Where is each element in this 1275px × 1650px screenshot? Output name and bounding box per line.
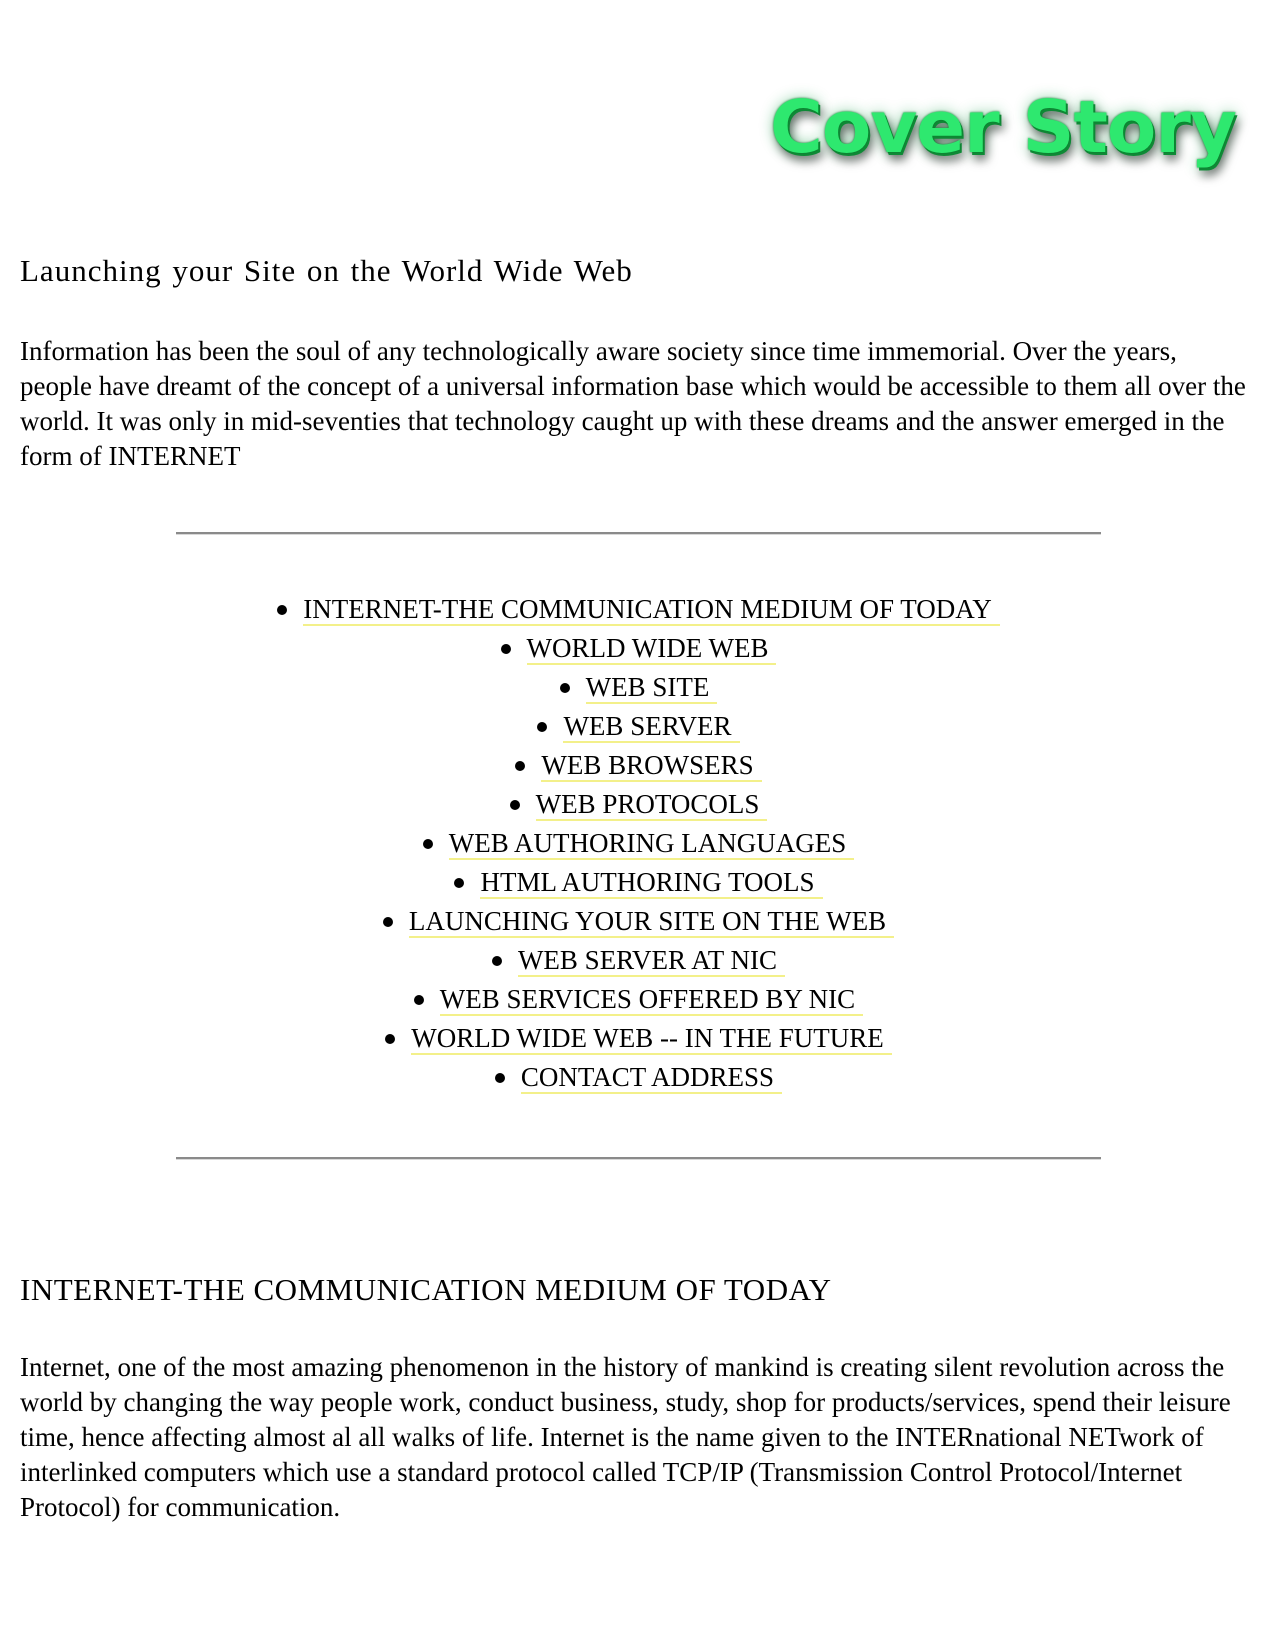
bullet-icon [414,995,424,1005]
section-heading: INTERNET-THE COMMUNICATION MEDIUM OF TODAY [20,1272,832,1307]
toc-item [176,824,1101,863]
toc-link-html-authoring-tools[interactable]: HTML AUTHORING TOOLS [480,867,822,899]
toc-link-launching-your-site[interactable]: LAUNCHING YOUR SITE ON THE WEB [409,906,894,938]
page-title: Launching your Site on the World Wide Web [20,253,633,288]
toc-item [176,863,1101,902]
intro-paragraph: Information has been the soul of any technologically aware society since time immemorial. Over the years, people have dreamt of the concept of a universal information base which would be accessible to them all over the world. It was only in mid-seventies that technology caught up with these dreams and the answer emerged in the form of INTERNET [20,336,1246,471]
toc-link-web-authoring-languages[interactable]: WEB AUTHORING LANGUAGES [449,828,854,860]
bullet-icon [501,644,511,654]
toc-link-web-server-at-nic[interactable]: WEB SERVER AT NIC [518,945,785,977]
divider-bottom [176,1157,1101,1160]
toc-item [176,1058,1101,1097]
toc-item [176,746,1101,785]
toc-item [176,902,1101,941]
toc-item [176,668,1101,707]
toc-link-www-future[interactable]: WORLD WIDE WEB -- IN THE FUTURE [411,1023,891,1055]
toc-item [176,707,1101,746]
bullet-icon [277,605,287,615]
toc-link-web-protocols[interactable]: WEB PROTOCOLS [536,789,768,821]
toc-link-web-server[interactable]: WEB SERVER [563,711,739,743]
bullet-icon [383,917,393,927]
divider-top [176,532,1101,535]
cover-story-logo [770,72,1250,182]
toc-item [176,590,1101,629]
toc-item [176,629,1101,668]
bullet-icon [423,839,433,849]
toc-link-contact-address[interactable]: CONTACT ADDRESS [521,1062,782,1094]
toc-link-web-browsers[interactable]: WEB BROWSERS [541,750,761,782]
bullet-icon [510,800,520,810]
toc-link-world-wide-web[interactable]: WORLD WIDE WEB [527,633,777,665]
bullet-icon [495,1073,505,1083]
bullet-icon [515,761,525,771]
bullet-icon [492,956,502,966]
toc-item [176,785,1101,824]
toc-link-web-services-nic[interactable]: WEB SERVICES OFFERED BY NIC [440,984,863,1016]
table-of-contents [176,590,1101,1097]
toc-item [176,1019,1101,1058]
toc-link-internet-communication-medium[interactable]: INTERNET-THE COMMUNICATION MEDIUM OF TODAY [303,594,1000,626]
bullet-icon [454,878,464,888]
section-body-paragraph: Internet, one of the most amazing phenomenon in the history of mankind is creating silent revolution across the world by changing the way people work, conduct business, study, shop for products/services, spend their leisure time, hence affecting almost al all walks of life. Internet is the name given to the INTERnational NETwork of interlinked computers which use a standard protocol called TCP/IP (Transmission Control Protocol/Internet Protocol) for communication. [20,1352,1231,1522]
bullet-icon [537,722,547,732]
toc-link-web-site[interactable]: WEB SITE [586,672,718,704]
cover-story-logo-text: Cover Story [770,85,1236,169]
bullet-icon [560,683,570,693]
toc-item [176,980,1101,1019]
bullet-icon [385,1034,395,1044]
toc-item [176,941,1101,980]
